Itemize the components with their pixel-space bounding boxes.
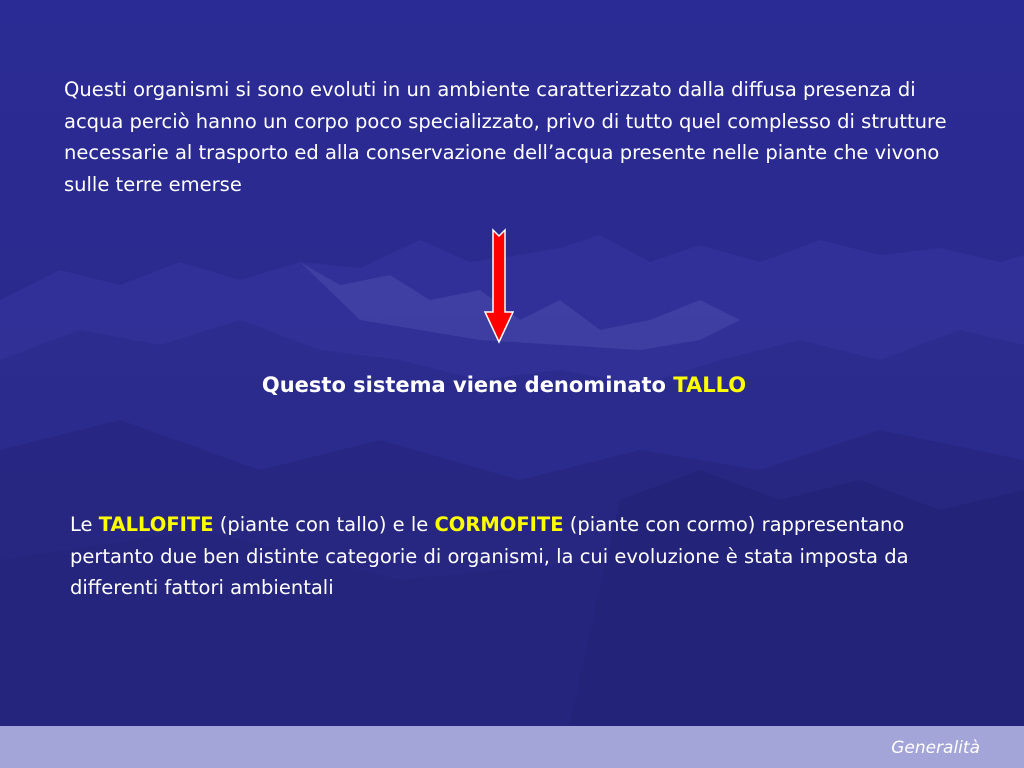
tallofite-term: TALLOFITE [98, 513, 214, 536]
conclusion-paragraph [70, 509, 950, 604]
conclusion-intro: Le [70, 513, 99, 536]
down-arrow-icon [483, 228, 515, 344]
conclusion-rest: (piante con cormo) rappresentano pertanto due ben distinte categorie di organismi, la cui evoluzione è stata imposta da differenti fattori ambientali [70, 513, 909, 599]
tallo-prefix: Questo sistema viene denominato [261, 373, 674, 397]
footer-section-label: Generalità [891, 738, 980, 758]
cormofite-term: CORMOFITE [434, 513, 564, 536]
intro-paragraph: Questi organismi si sono evoluti in un ambiente caratterizzato dalla diffusa presenza di acqua perciò hanno un corpo poco specializzato, privo di tutto quel complesso di strutture necessarie al trasporto ed alla conservazione dell’acqua presente nelle piante che vivono sulle terre emerse [64, 78, 947, 196]
conclusion-middle: (piante con tallo) e le [213, 513, 435, 536]
tallo-term: TALLO [673, 373, 747, 397]
tallo-statement [0, 373, 1008, 397]
footer-bar [0, 726, 1024, 768]
